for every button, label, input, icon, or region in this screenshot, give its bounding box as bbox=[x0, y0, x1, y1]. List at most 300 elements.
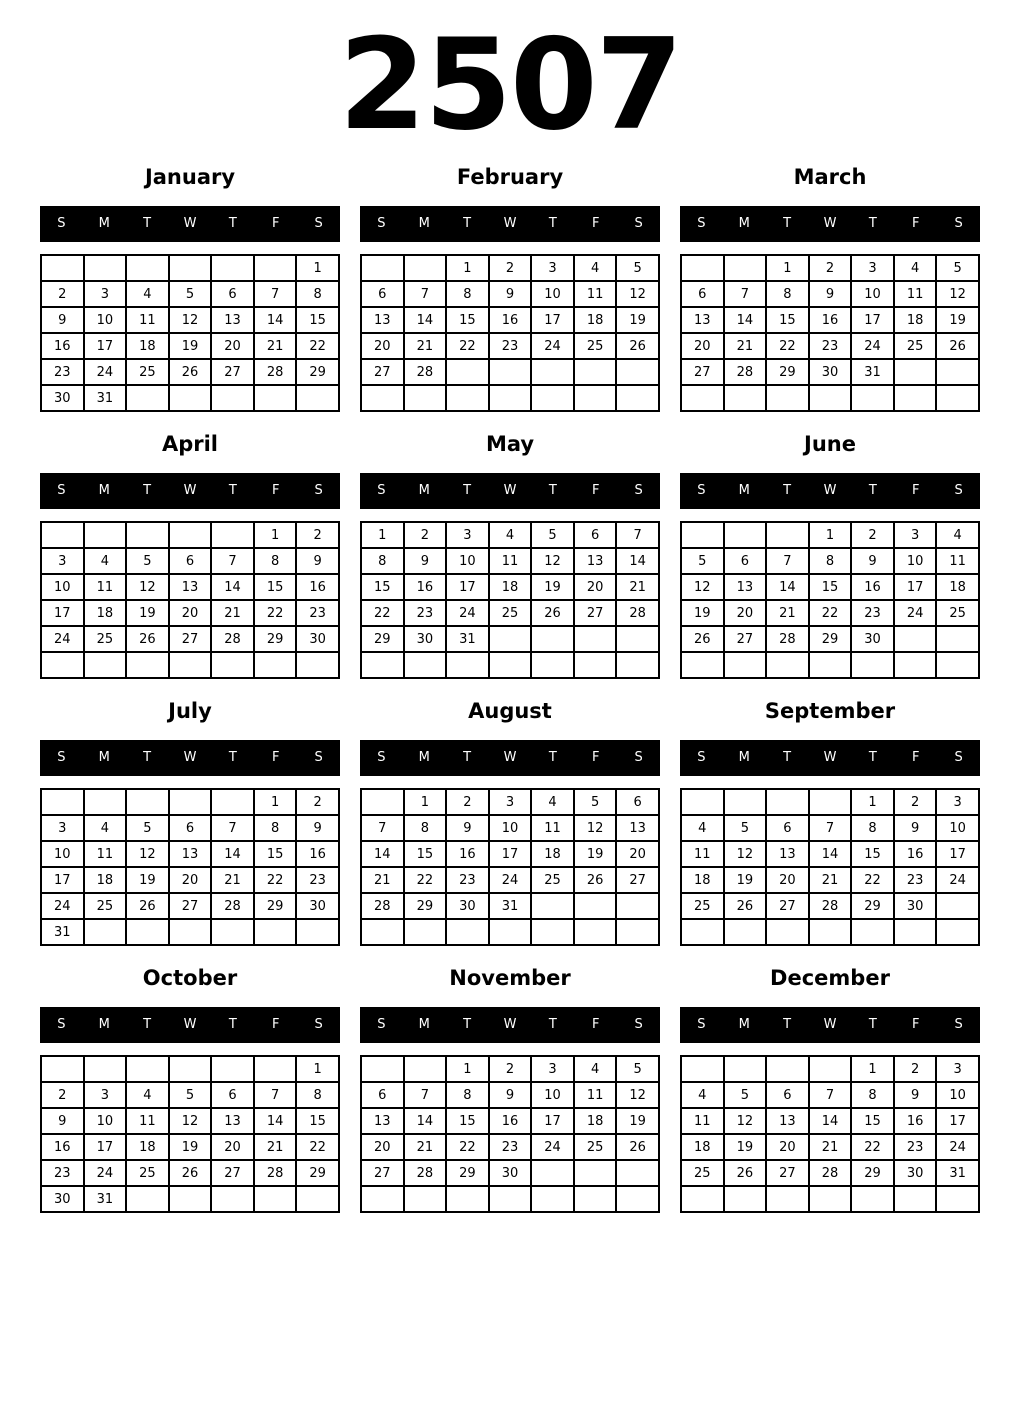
week-row bbox=[681, 652, 979, 678]
day-cell: 9 bbox=[41, 1108, 84, 1134]
week-row bbox=[41, 600, 339, 626]
day-cell: 24 bbox=[84, 359, 127, 385]
week-row bbox=[361, 815, 659, 841]
day-cell bbox=[574, 893, 617, 919]
day-cell: 11 bbox=[531, 815, 574, 841]
day-cell: 2 bbox=[41, 281, 84, 307]
day-cell: 6 bbox=[211, 1082, 254, 1108]
day-cell: 17 bbox=[936, 1108, 979, 1134]
day-cell bbox=[211, 919, 254, 945]
day-cell bbox=[616, 919, 659, 945]
day-cell bbox=[936, 893, 979, 919]
day-cell bbox=[126, 652, 169, 678]
day-cell: 3 bbox=[894, 522, 937, 548]
day-cell: 2 bbox=[296, 522, 339, 548]
week-row bbox=[361, 919, 659, 945]
weekday-label: S bbox=[314, 750, 323, 765]
day-cell: 25 bbox=[84, 626, 127, 652]
day-cell: 25 bbox=[531, 867, 574, 893]
day-cell: 22 bbox=[361, 600, 404, 626]
day-cell: 20 bbox=[574, 574, 617, 600]
day-cell: 5 bbox=[616, 1056, 659, 1082]
day-cell: 28 bbox=[211, 626, 254, 652]
day-cell: 1 bbox=[361, 522, 404, 548]
day-cell: 18 bbox=[489, 574, 532, 600]
week-row bbox=[681, 1108, 979, 1134]
day-cell: 22 bbox=[296, 1134, 339, 1160]
day-cell: 12 bbox=[616, 1082, 659, 1108]
day-cell: 4 bbox=[84, 815, 127, 841]
day-cell bbox=[894, 626, 937, 652]
day-cell bbox=[254, 255, 297, 281]
day-cell: 31 bbox=[84, 385, 127, 411]
day-cell: 3 bbox=[41, 815, 84, 841]
day-cell: 25 bbox=[84, 893, 127, 919]
day-cell: 17 bbox=[851, 307, 894, 333]
day-cell bbox=[616, 1160, 659, 1186]
month-days-table bbox=[680, 1055, 980, 1213]
day-cell: 15 bbox=[254, 574, 297, 600]
weekday-label: M bbox=[738, 483, 750, 498]
week-row bbox=[41, 841, 339, 867]
month-days-table bbox=[40, 521, 340, 679]
day-cell bbox=[404, 1056, 447, 1082]
day-cell bbox=[936, 385, 979, 411]
day-cell bbox=[724, 255, 767, 281]
day-cell: 20 bbox=[211, 333, 254, 359]
week-row bbox=[681, 626, 979, 652]
day-cell: 27 bbox=[681, 359, 724, 385]
day-cell bbox=[574, 1186, 617, 1212]
day-cell bbox=[361, 652, 404, 678]
week-row bbox=[681, 1134, 979, 1160]
day-cell bbox=[126, 1056, 169, 1082]
day-cell: 6 bbox=[169, 548, 212, 574]
day-cell bbox=[574, 385, 617, 411]
day-cell: 4 bbox=[894, 255, 937, 281]
day-cell bbox=[126, 919, 169, 945]
day-cell: 3 bbox=[936, 1056, 979, 1082]
week-row bbox=[681, 255, 979, 281]
day-cell: 1 bbox=[446, 1056, 489, 1082]
day-cell: 10 bbox=[936, 1082, 979, 1108]
month-days-table bbox=[360, 1055, 660, 1213]
day-cell: 1 bbox=[851, 789, 894, 815]
day-cell: 19 bbox=[724, 867, 767, 893]
week-row bbox=[361, 333, 659, 359]
day-cell bbox=[211, 1186, 254, 1212]
day-cell: 22 bbox=[809, 600, 852, 626]
day-cell: 7 bbox=[254, 1082, 297, 1108]
day-cell: 17 bbox=[936, 841, 979, 867]
day-cell: 5 bbox=[574, 789, 617, 815]
month-days-table bbox=[680, 521, 980, 679]
day-cell: 1 bbox=[254, 789, 297, 815]
day-cell: 15 bbox=[446, 1108, 489, 1134]
week-row bbox=[361, 359, 659, 385]
day-cell: 6 bbox=[574, 522, 617, 548]
day-cell: 2 bbox=[489, 255, 532, 281]
day-cell: 5 bbox=[169, 1082, 212, 1108]
week-row bbox=[681, 307, 979, 333]
day-cell bbox=[211, 255, 254, 281]
day-cell: 1 bbox=[766, 255, 809, 281]
day-cell: 21 bbox=[361, 867, 404, 893]
day-cell: 29 bbox=[361, 626, 404, 652]
day-cell: 2 bbox=[894, 789, 937, 815]
day-cell: 27 bbox=[724, 626, 767, 652]
day-cell: 7 bbox=[809, 815, 852, 841]
day-cell: 11 bbox=[681, 841, 724, 867]
day-cell: 2 bbox=[851, 522, 894, 548]
day-cell bbox=[616, 652, 659, 678]
day-cell: 23 bbox=[296, 600, 339, 626]
weekday-label: W bbox=[503, 483, 517, 498]
day-cell bbox=[616, 626, 659, 652]
day-cell bbox=[41, 1056, 84, 1082]
day-cell: 4 bbox=[681, 815, 724, 841]
day-cell bbox=[766, 1186, 809, 1212]
day-cell: 21 bbox=[254, 333, 297, 359]
weekday-label: T bbox=[228, 750, 237, 765]
day-cell bbox=[169, 255, 212, 281]
weekday-label: T bbox=[868, 1017, 877, 1032]
week-row bbox=[41, 652, 339, 678]
day-cell bbox=[936, 652, 979, 678]
day-cell bbox=[169, 919, 212, 945]
day-cell: 7 bbox=[404, 1082, 447, 1108]
week-row bbox=[681, 841, 979, 867]
day-cell bbox=[254, 652, 297, 678]
weekday-label: S bbox=[634, 750, 643, 765]
week-row bbox=[681, 281, 979, 307]
day-cell: 9 bbox=[894, 815, 937, 841]
weekday-label: T bbox=[548, 216, 557, 231]
month-block bbox=[360, 682, 660, 946]
day-cell bbox=[766, 789, 809, 815]
day-cell: 27 bbox=[766, 893, 809, 919]
weekday-label: S bbox=[57, 750, 66, 765]
day-cell: 21 bbox=[404, 333, 447, 359]
day-cell: 6 bbox=[766, 815, 809, 841]
day-cell bbox=[531, 652, 574, 678]
day-cell: 23 bbox=[894, 1134, 937, 1160]
day-cell: 16 bbox=[809, 307, 852, 333]
day-cell bbox=[616, 893, 659, 919]
day-cell: 26 bbox=[724, 893, 767, 919]
day-cell: 26 bbox=[126, 626, 169, 652]
weekday-label: M bbox=[418, 1017, 430, 1032]
month-title: May bbox=[485, 432, 535, 456]
day-cell: 3 bbox=[41, 548, 84, 574]
weekday-label: M bbox=[738, 750, 750, 765]
day-cell: 28 bbox=[724, 359, 767, 385]
day-cell: 31 bbox=[84, 1186, 127, 1212]
weekday-label: S bbox=[377, 216, 386, 231]
day-cell bbox=[724, 789, 767, 815]
weekday-header-bar bbox=[40, 206, 340, 242]
week-row bbox=[41, 1056, 339, 1082]
day-cell bbox=[254, 1056, 297, 1082]
day-cell: 9 bbox=[894, 1082, 937, 1108]
weekday-label: M bbox=[418, 750, 430, 765]
week-row bbox=[361, 1082, 659, 1108]
day-cell: 15 bbox=[766, 307, 809, 333]
month-title: June bbox=[804, 432, 856, 456]
day-cell: 30 bbox=[809, 359, 852, 385]
day-cell: 21 bbox=[809, 867, 852, 893]
week-row bbox=[41, 789, 339, 815]
week-row bbox=[361, 652, 659, 678]
day-cell: 13 bbox=[616, 815, 659, 841]
weekday-label: W bbox=[503, 216, 517, 231]
day-cell: 5 bbox=[681, 548, 724, 574]
day-cell: 31 bbox=[936, 1160, 979, 1186]
day-cell: 14 bbox=[404, 307, 447, 333]
day-cell: 6 bbox=[724, 548, 767, 574]
day-cell bbox=[254, 919, 297, 945]
day-cell: 10 bbox=[84, 1108, 127, 1134]
day-cell bbox=[894, 652, 937, 678]
week-row bbox=[41, 333, 339, 359]
week-row bbox=[681, 789, 979, 815]
week-row bbox=[361, 1186, 659, 1212]
weekday-label: S bbox=[314, 1017, 323, 1032]
day-cell bbox=[894, 919, 937, 945]
day-cell: 20 bbox=[724, 600, 767, 626]
day-cell bbox=[616, 1186, 659, 1212]
day-cell: 26 bbox=[531, 600, 574, 626]
day-cell: 1 bbox=[296, 255, 339, 281]
day-cell bbox=[84, 789, 127, 815]
day-cell: 5 bbox=[531, 522, 574, 548]
month-days-table bbox=[40, 788, 340, 946]
day-cell: 15 bbox=[254, 841, 297, 867]
day-cell: 3 bbox=[936, 789, 979, 815]
day-cell: 7 bbox=[211, 815, 254, 841]
day-cell: 2 bbox=[404, 522, 447, 548]
day-cell bbox=[766, 522, 809, 548]
weekday-header-bar bbox=[360, 473, 660, 509]
day-cell bbox=[724, 522, 767, 548]
day-cell: 10 bbox=[446, 548, 489, 574]
day-cell: 20 bbox=[681, 333, 724, 359]
day-cell: 5 bbox=[126, 548, 169, 574]
day-cell: 13 bbox=[169, 574, 212, 600]
week-row bbox=[681, 893, 979, 919]
day-cell: 18 bbox=[574, 1108, 617, 1134]
day-cell: 18 bbox=[894, 307, 937, 333]
week-row bbox=[361, 1160, 659, 1186]
day-cell: 16 bbox=[446, 841, 489, 867]
day-cell bbox=[404, 1186, 447, 1212]
day-cell: 26 bbox=[126, 893, 169, 919]
day-cell bbox=[41, 255, 84, 281]
week-row bbox=[681, 333, 979, 359]
day-cell: 8 bbox=[254, 815, 297, 841]
day-cell: 17 bbox=[531, 1108, 574, 1134]
month-block bbox=[40, 682, 340, 946]
day-cell bbox=[254, 1186, 297, 1212]
day-cell: 6 bbox=[169, 815, 212, 841]
day-cell bbox=[531, 385, 574, 411]
day-cell: 7 bbox=[254, 281, 297, 307]
month-block bbox=[360, 949, 660, 1213]
day-cell: 8 bbox=[254, 548, 297, 574]
day-cell: 14 bbox=[724, 307, 767, 333]
day-cell: 17 bbox=[531, 307, 574, 333]
day-cell bbox=[41, 789, 84, 815]
day-cell bbox=[894, 385, 937, 411]
day-cell: 2 bbox=[41, 1082, 84, 1108]
day-cell: 15 bbox=[851, 1108, 894, 1134]
day-cell bbox=[84, 652, 127, 678]
day-cell bbox=[361, 789, 404, 815]
weekday-label: W bbox=[823, 750, 837, 765]
day-cell: 16 bbox=[894, 841, 937, 867]
weekday-label: M bbox=[418, 483, 430, 498]
day-cell: 15 bbox=[296, 307, 339, 333]
day-cell: 6 bbox=[361, 281, 404, 307]
day-cell: 18 bbox=[574, 307, 617, 333]
weekday-label: F bbox=[271, 216, 280, 231]
weekday-label: F bbox=[591, 750, 600, 765]
day-cell bbox=[681, 385, 724, 411]
day-cell: 16 bbox=[41, 1134, 84, 1160]
day-cell bbox=[851, 385, 894, 411]
day-cell bbox=[766, 1056, 809, 1082]
day-cell: 28 bbox=[404, 1160, 447, 1186]
day-cell: 21 bbox=[766, 600, 809, 626]
weekday-label: T bbox=[868, 483, 877, 498]
weekday-header-bar bbox=[360, 206, 660, 242]
day-cell: 21 bbox=[404, 1134, 447, 1160]
day-cell: 28 bbox=[616, 600, 659, 626]
day-cell: 14 bbox=[211, 574, 254, 600]
week-row bbox=[41, 919, 339, 945]
weekday-label: T bbox=[143, 483, 152, 498]
month-days-table bbox=[40, 1055, 340, 1213]
day-cell: 11 bbox=[84, 841, 127, 867]
day-cell: 26 bbox=[616, 1134, 659, 1160]
month-days-table bbox=[360, 254, 660, 412]
day-cell bbox=[404, 652, 447, 678]
month-block bbox=[360, 148, 660, 412]
weekday-label: T bbox=[228, 483, 237, 498]
day-cell bbox=[126, 522, 169, 548]
day-cell: 14 bbox=[361, 841, 404, 867]
day-cell: 19 bbox=[724, 1134, 767, 1160]
weekday-label: T bbox=[783, 750, 792, 765]
day-cell: 9 bbox=[404, 548, 447, 574]
day-cell: 13 bbox=[766, 1108, 809, 1134]
week-row bbox=[41, 893, 339, 919]
day-cell: 10 bbox=[851, 281, 894, 307]
day-cell: 23 bbox=[809, 333, 852, 359]
day-cell: 7 bbox=[211, 548, 254, 574]
day-cell: 13 bbox=[681, 307, 724, 333]
day-cell: 30 bbox=[296, 893, 339, 919]
day-cell: 3 bbox=[489, 789, 532, 815]
weekday-label: S bbox=[954, 483, 963, 498]
week-row bbox=[681, 574, 979, 600]
weekday-label: M bbox=[738, 1017, 750, 1032]
day-cell: 12 bbox=[681, 574, 724, 600]
week-row bbox=[361, 307, 659, 333]
week-row bbox=[681, 867, 979, 893]
week-row bbox=[681, 1056, 979, 1082]
month-title: March bbox=[793, 165, 867, 189]
day-cell: 8 bbox=[851, 1082, 894, 1108]
day-cell: 27 bbox=[169, 626, 212, 652]
day-cell: 25 bbox=[681, 893, 724, 919]
day-cell: 31 bbox=[489, 893, 532, 919]
month-block bbox=[360, 415, 660, 679]
day-cell bbox=[169, 385, 212, 411]
week-row bbox=[41, 307, 339, 333]
day-cell: 3 bbox=[851, 255, 894, 281]
day-cell: 16 bbox=[404, 574, 447, 600]
day-cell: 29 bbox=[766, 359, 809, 385]
day-cell: 14 bbox=[254, 307, 297, 333]
week-row bbox=[361, 255, 659, 281]
weekday-label: T bbox=[783, 216, 792, 231]
day-cell: 29 bbox=[254, 893, 297, 919]
day-cell: 15 bbox=[296, 1108, 339, 1134]
week-row bbox=[681, 522, 979, 548]
day-cell: 11 bbox=[574, 281, 617, 307]
day-cell bbox=[296, 1186, 339, 1212]
weekday-label: S bbox=[314, 483, 323, 498]
day-cell bbox=[531, 359, 574, 385]
day-cell bbox=[446, 652, 489, 678]
day-cell: 7 bbox=[404, 281, 447, 307]
day-cell: 4 bbox=[681, 1082, 724, 1108]
day-cell: 12 bbox=[126, 574, 169, 600]
week-row bbox=[361, 893, 659, 919]
weekday-label: W bbox=[183, 1017, 197, 1032]
day-cell: 10 bbox=[41, 574, 84, 600]
day-cell bbox=[211, 385, 254, 411]
day-cell: 14 bbox=[254, 1108, 297, 1134]
day-cell: 28 bbox=[254, 1160, 297, 1186]
year-title: 2507 bbox=[338, 11, 682, 158]
day-cell: 22 bbox=[254, 600, 297, 626]
day-cell bbox=[851, 1186, 894, 1212]
months-grid bbox=[0, 148, 1020, 1213]
day-cell bbox=[531, 626, 574, 652]
day-cell bbox=[211, 789, 254, 815]
day-cell: 29 bbox=[296, 1160, 339, 1186]
week-row bbox=[681, 1186, 979, 1212]
day-cell: 26 bbox=[574, 867, 617, 893]
day-cell: 2 bbox=[296, 789, 339, 815]
day-cell: 8 bbox=[851, 815, 894, 841]
day-cell: 1 bbox=[404, 789, 447, 815]
month-days-table bbox=[40, 254, 340, 412]
day-cell bbox=[361, 385, 404, 411]
weekday-label: T bbox=[783, 1017, 792, 1032]
day-cell bbox=[681, 919, 724, 945]
weekday-label: T bbox=[548, 483, 557, 498]
day-cell: 14 bbox=[809, 841, 852, 867]
day-cell bbox=[809, 1056, 852, 1082]
day-cell: 28 bbox=[404, 359, 447, 385]
weekday-header-bar bbox=[360, 1007, 660, 1043]
week-row bbox=[361, 385, 659, 411]
weekday-header-bar bbox=[680, 740, 980, 776]
week-row bbox=[41, 359, 339, 385]
